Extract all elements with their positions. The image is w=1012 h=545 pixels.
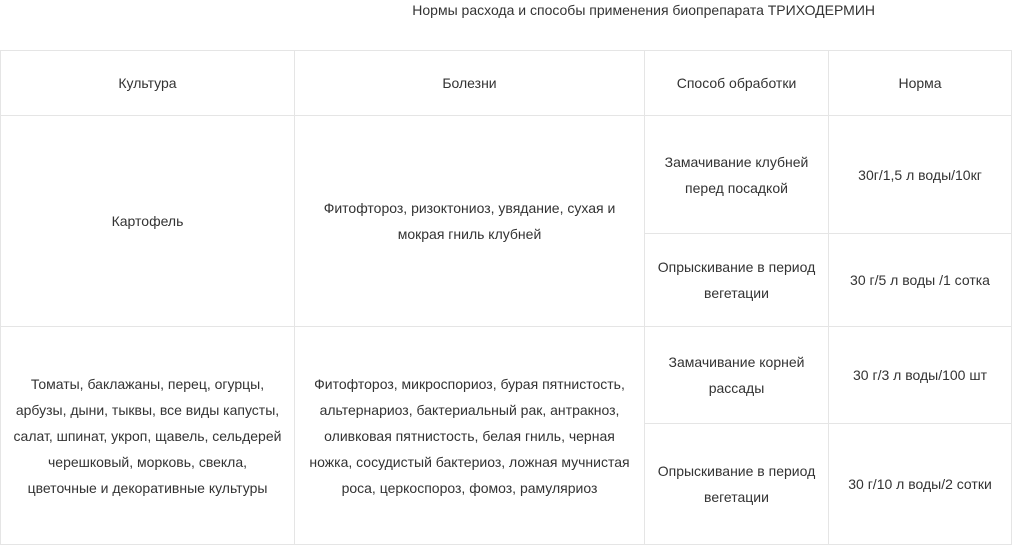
table-row bbox=[1, 116, 1012, 234]
method-cell: Замачивание клубней перед посадкой bbox=[645, 116, 829, 234]
disease-cell: Фитофтороз, ризоктониоз, увядание, сухая и мокрая гниль клубней bbox=[295, 116, 645, 327]
method-cell: Опрыскивание в период вегетации bbox=[645, 424, 829, 545]
rate-cell: 30г/1,5 л воды/10кг bbox=[829, 116, 1012, 234]
crop-cell: Томаты, баклажаны, перец, огурцы, арбузы, дыни, тыквы, все виды капусты, салат, шпинат, укроп, щавель, сельдерей черешковый, морковь, свекла, цветочные и декоративные культуры bbox=[1, 327, 295, 545]
crop-cell: Картофель bbox=[1, 116, 295, 327]
table-header-row bbox=[1, 51, 1012, 116]
rate-cell: 30 г/5 л воды /1 сотка bbox=[829, 234, 1012, 327]
norms-table bbox=[0, 50, 1012, 545]
header-disease: Болезни bbox=[295, 51, 645, 116]
header-method: Способ обработки bbox=[645, 51, 829, 116]
header-crop: Культура bbox=[1, 51, 295, 116]
table-row bbox=[1, 327, 1012, 424]
disease-cell: Фитофтороз, микроспориоз, бурая пятнистость, альтернариоз, бактериальный рак, антракноз, оливковая пятнистость, белая гниль, черная ножка, сосудистый бактериоз, ложная мучнистая роса, церкоспороз, фомоз, рамуляриоз bbox=[295, 327, 645, 545]
rate-cell: 30 г/3 л воды/100 шт bbox=[829, 327, 1012, 424]
method-cell: Замачивание корней рассады bbox=[645, 327, 829, 424]
rate-cell: 30 г/10 л воды/2 сотки bbox=[829, 424, 1012, 545]
header-rate: Норма bbox=[829, 51, 1012, 116]
table-caption: Нормы расхода и способы применения биопрепарата ТРИХОДЕРМИН bbox=[412, 2, 875, 18]
method-cell: Опрыскивание в период вегетации bbox=[645, 234, 829, 327]
